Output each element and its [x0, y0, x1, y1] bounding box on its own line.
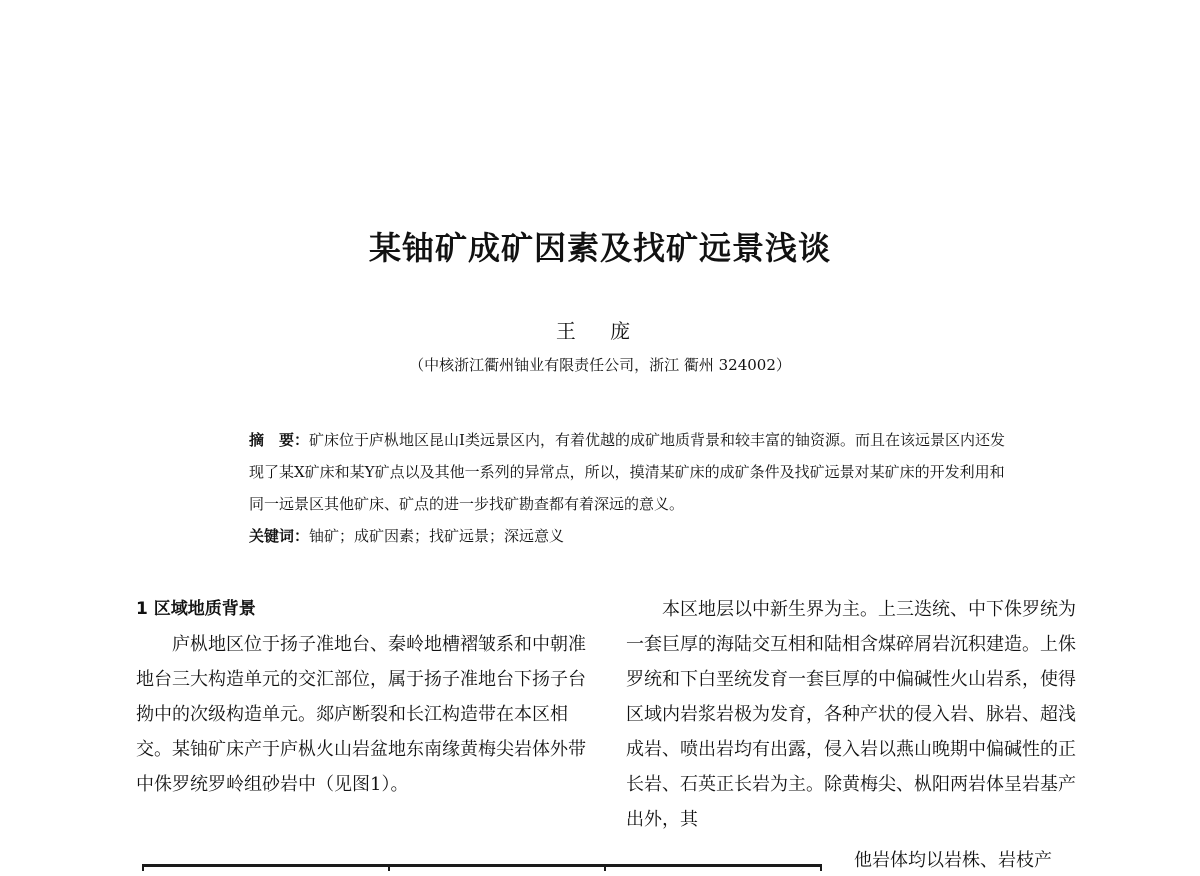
figure-border-top: [142, 864, 822, 867]
figure-border-right-tick: [820, 864, 822, 871]
left-column: [136, 592, 588, 802]
figure-border-left-tick: [142, 864, 144, 871]
keywords-text: 铀矿；成矿因素；找矿远景；深远意义: [309, 527, 565, 545]
section-heading: 1 区域地质背景: [136, 599, 256, 619]
section-paragraph-2: 本区地层以中新生界为主。上三迭统、中下侏罗统为一套巨厚的海陆交互相和陆相含煤碎屑岩沉积建造。上侏罗统和下白垩统发育一套巨厚的中偏碱性火山岩系，使得区域内岩浆岩极为发育，各种产状的侵入岩、脉岩、超浅成岩、喷出岩均有出露，侵入岩以燕山晚期中偏碱性的正长岩、石英正长岩为主。除黄梅尖、枞阳两岩体呈岩基产出外，其: [626, 599, 1076, 830]
author-name: 王 庞: [555, 319, 645, 343]
figure-border-mid-tick: [604, 864, 606, 871]
section-paragraph-1: 庐枞地区位于扬子准地台、秦岭地槽褶皱系和中朝准地台三大构造单元的交汇部位，属于扬子准地台下扬子台拗中的次级构造单元。郯庐断裂和长江构造带在本区相交。某铀矿床产于庐枞火山岩盆地东南缘黄梅尖岩体外带中侏罗统罗岭组砂岩中（见图1）。: [136, 634, 586, 795]
keywords-paragraph: [215, 520, 1010, 552]
right-column: [626, 592, 1078, 837]
keywords-label: 关键词：: [249, 527, 310, 545]
abstract-block: [215, 424, 1010, 552]
author-affiliation: （中核浙江衢州铀业有限责任公司，浙江 衢州 324002）: [409, 356, 791, 374]
figure-border-mid-tick: [388, 864, 390, 871]
paragraph-continuation: 他岩体均以岩株、岩枝产: [854, 850, 1052, 871]
abstract-paragraph: [215, 424, 1010, 520]
paper-title: 某铀矿成矿因素及找矿远景浅谈: [368, 229, 831, 267]
abstract-text: 矿床位于庐枞地区昆山Ⅰ类远景区内，有着优越的成矿地质背景和较丰富的铀资源。而且在该远景区内还发现了某X矿床和某Y矿点以及其他一系列的异常点，所以，摸清某矿床的成矿条件及找矿远景对某矿床的开发利用和同一远景区其他矿床、矿点的进一步找矿勘查都有着深远的意义。: [249, 431, 1005, 513]
abstract-label: 摘 要：: [249, 431, 310, 449]
